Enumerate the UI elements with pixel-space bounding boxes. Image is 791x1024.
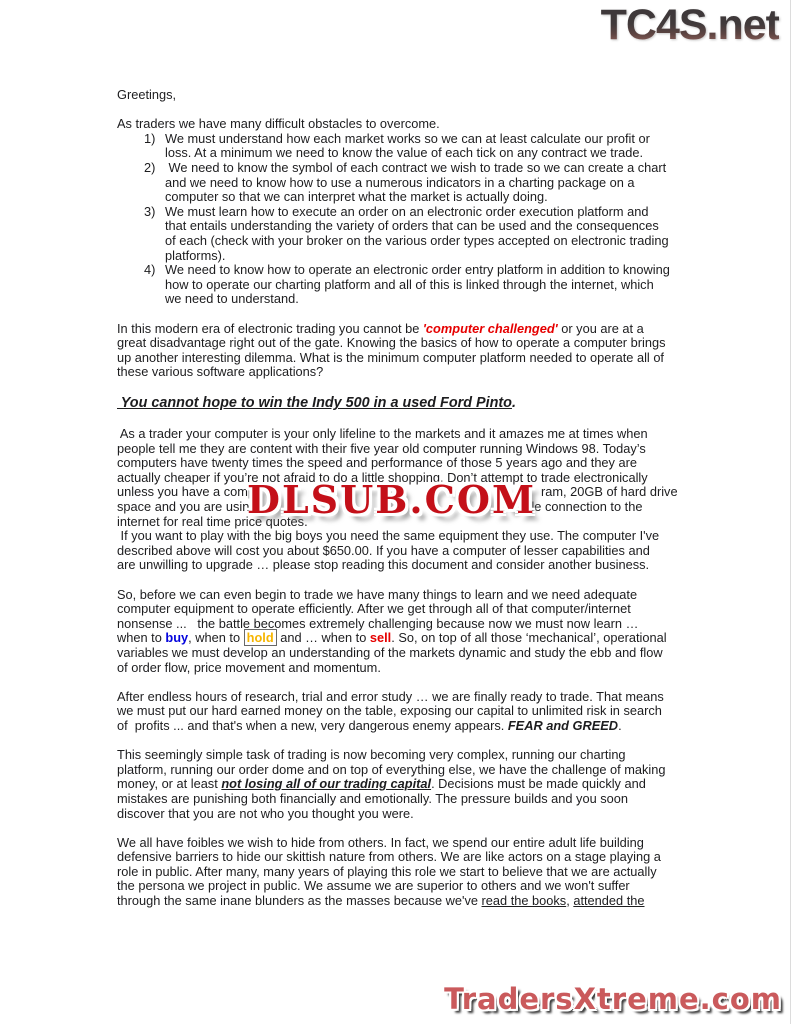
paragraph-fear-greed: After endless hours of research, trial and error study … we are finally ready to trade. That means we must put our hard earned money on the table, exposing our capital to unlimited risk in search of profits ... and that's when a new, very dangerous enemy appears. FEAR and GREED. [117, 688, 664, 733]
greeting-text: Greetings, [117, 87, 177, 102]
paragraph-foibles: We all have foibles we wish to hide from others. In fact, we spend our entire adult life building defensive barriers to hide our skittish nature from others. We are like actors on a stage playing a role in public. After many, many years of playing this role we start to believe that we are actually the persona we project in public. We assume we are superior to others and we won't suffer through the same inane blunders as the masses because we've read the books, attended the [117, 834, 661, 909]
tc4s-logo[interactable]: TC4S.net [600, 1, 779, 49]
paragraph-computer-lifeline: DLSUB.COM As a trader your computer is your only lifeline to the markets and it amazes me at times when people tell me they are content with their five year old computer running Windows 98. Today’s computers have twenty times the speed and performance of those 5 years ago and they are actually cheaper if you’re not afraid to do a little shopping. Don’t attempt to trade electronically unless you have a comp ram, 20GB of hard drive space and you are using le connection to the internet for real time price quotes. [117, 426, 678, 529]
paragraph-modern-era: In this modern era of electronic trading you cannot be 'computer challenged' or you are at a great disadvantage right out of the gate. Knowing the basics of how to operate a computer brings up another interesting dilemma. What is the minimum computer platform needed to operate all of these various software applications? [117, 320, 666, 380]
list-item: 3) We must learn how to execute an order on an electronic order execution platform and that entails understanding the variety of orders that can be used and the consequences of each (check with your broker on the various order types accepted on electronic trading platforms). [144, 203, 669, 263]
obstacles-list [117, 132, 692, 307]
list-item-number: 2) [144, 159, 156, 175]
list-item-number: 4) [144, 262, 156, 278]
tradersxtreme-logo[interactable]: TradersXtreme.com [444, 982, 782, 1016]
list-item-number: 3) [144, 203, 156, 219]
dlsub-watermark[interactable]: DLSUB.COM [247, 477, 537, 523]
list-item: 4) We need to know how to operate an electronic order entry platform in addition to knowing how to operate our charting platform and all of this is linked through the internet, which we need to understand. [144, 262, 670, 307]
intro-text: As traders we have many difficult obstacles to overcome. [117, 116, 440, 132]
indy500-heading: You cannot hope to win the Indy 500 in a used Ford Pinto. [117, 395, 516, 412]
paragraph-pressure: This seemingly simple task of trading is now becoming very complex, running our charting platform, running our order dome and on top of everything else, we have the challenge of making money, or at least not losing all of our trading capital. Decisions must be made quickly and mistakes are punishing both financially and emotionally. The pressure builds and you soon discover that you are not who you thought you were. [117, 747, 666, 821]
list-item: 1) We must understand how each market works so we can at least calculate our profit or loss. At a minimum we need to know the value of each tick on any contract we trade. [144, 130, 650, 161]
list-item: 2) We need to know the symbol of each contract we wish to trade so we can create a chart and we need to know how to use a numerous indicators in a charting package on a computer so that we can interpret what the market is actually doing. [144, 159, 667, 205]
document-body [117, 88, 692, 923]
paragraph-big-boys: If you want to play with the big boys you need the same equipment they use. The computer I've described above will cost you about $650.00. If you have a computer of lesser capabilities and are unwilling to upgrade … please stop reading this document and consider another business. [117, 528, 660, 573]
paragraph-battle: So, before we can even begin to trade we have many things to learn and we need adequate computer equipment to operate efficiently. After we get through all of that computer/internet nonsense ... the battle becomes extremely challenging because now we must now learn … when to buy, when to hold and … when to sell. So, on top of all those ‘mechanical’, operational variables we must develop an understanding of the markets dynamic and study the ebb and flow of order flow, price movement and momentum. [117, 586, 667, 675]
list-item-number: 1) [144, 130, 156, 146]
